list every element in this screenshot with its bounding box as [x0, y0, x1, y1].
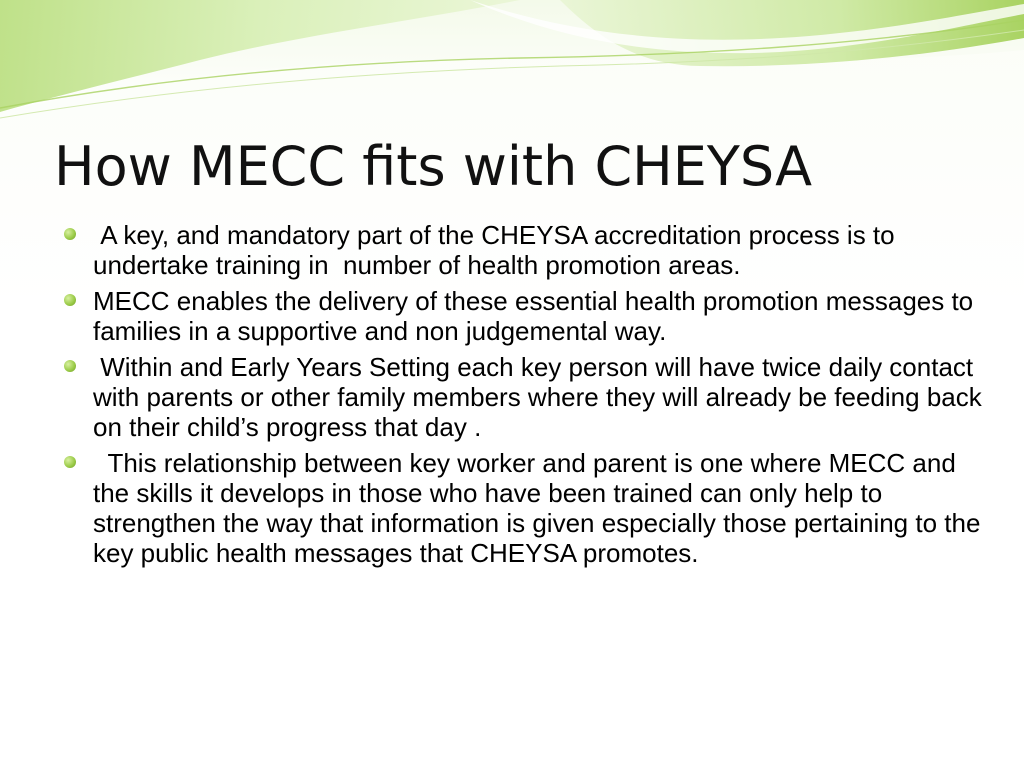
bullet-text: This relationship between key worker and parent is one where MECC and the skills it develops in those who have been trained can only help to strengthen the way that information is given especially those pertaining to the key public health messages that CHEYSA promotes.	[93, 448, 988, 568]
bullet-list	[64, 220, 989, 574]
bullet-item	[64, 448, 988, 568]
slide-title: How MECC fits with CHEYSA	[54, 135, 813, 198]
bullet-dot-icon	[64, 360, 76, 372]
bullet-text: Within and Early Years Setting each key person will have twice daily contact with parents or other family members where they will already be feeding back on their child’s progress that day .	[93, 352, 989, 442]
bullet-item	[64, 286, 984, 346]
bullet-dot-icon	[64, 228, 76, 240]
bullet-dot-icon	[64, 294, 76, 306]
bullet-text: A key, and mandatory part of the CHEYSA accreditation process is to undertake training in number of health promotion areas.	[93, 220, 902, 280]
bullet-text: MECC enables the delivery of these essential health promotion messages to families in a supportive and non judgemental way.	[93, 286, 981, 346]
header-wave-decoration	[0, 0, 1024, 130]
bullet-item	[64, 352, 989, 442]
bullet-item	[64, 220, 984, 280]
bullet-dot-icon	[64, 456, 76, 468]
